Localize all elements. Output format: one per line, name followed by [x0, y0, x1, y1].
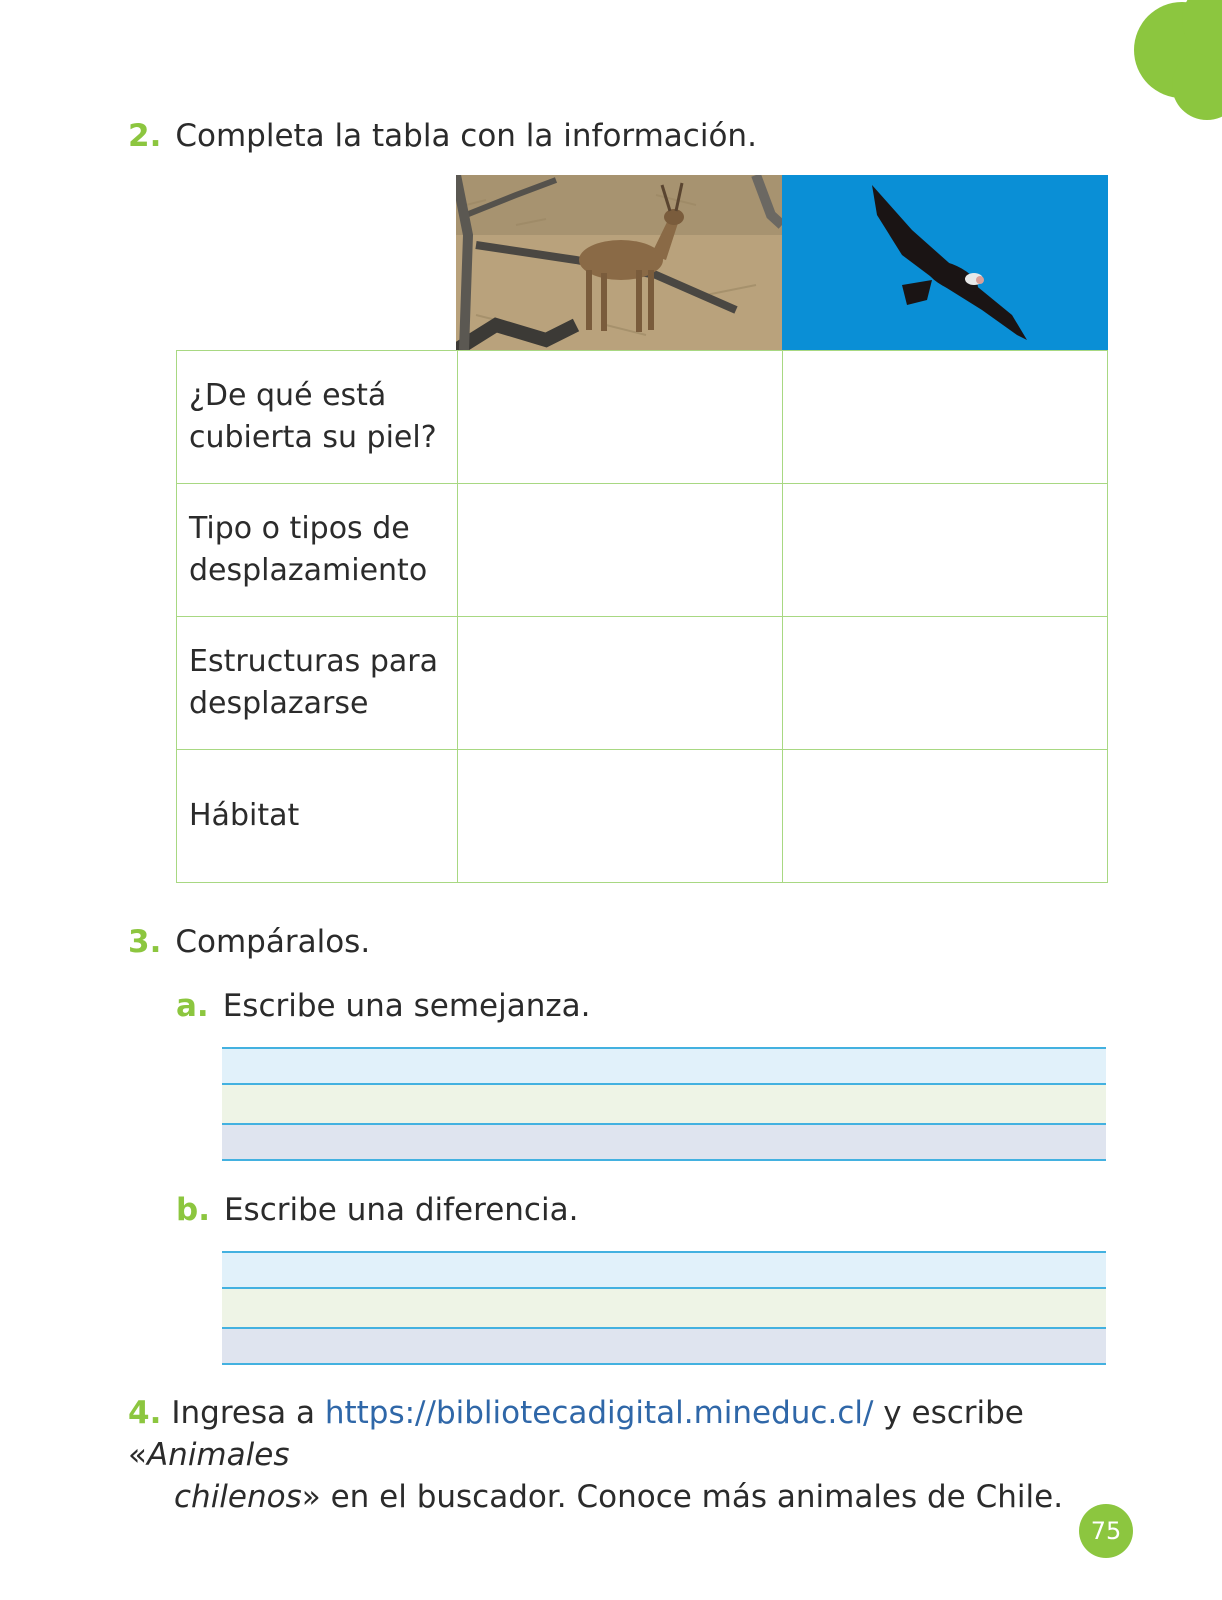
deer-photo [456, 175, 782, 350]
q4-italic-1: Animales [146, 1437, 290, 1473]
question-3b [176, 1192, 578, 1228]
question-3 [128, 924, 370, 960]
question-text: Compáralos. [175, 924, 371, 960]
answer-cell[interactable] [458, 617, 783, 750]
question-number: 4. [128, 1395, 162, 1431]
answer-lines-b[interactable] [222, 1251, 1106, 1365]
item-text: Escribe una diferencia. [223, 1192, 579, 1228]
corner-decoration [1082, 0, 1222, 130]
question-3a [176, 988, 590, 1024]
row-label-movement: Tipo o tipos de desplazamiento [177, 484, 458, 617]
question-number: 2. [128, 118, 162, 154]
answer-cell[interactable] [458, 750, 783, 883]
answer-lines-a[interactable] [222, 1047, 1106, 1161]
answer-cell[interactable] [783, 351, 1108, 484]
item-text: Escribe una semejanza. [222, 988, 591, 1024]
row-label-structures: Estructuras para desplazarse [177, 617, 458, 750]
page-number: 75 [1079, 1504, 1133, 1558]
answer-cell[interactable] [783, 617, 1108, 750]
table-row [177, 484, 1108, 617]
q4-post: » en el buscador. Conoce más animales de Chile. [301, 1479, 1064, 1515]
table-row [177, 750, 1108, 883]
row-label-habitat: Hábitat [177, 750, 458, 883]
table-row [177, 617, 1108, 750]
item-letter: a. [176, 988, 209, 1024]
animal-table [176, 350, 1108, 883]
q4-italic-2: chilenos [174, 1479, 302, 1515]
question-2 [128, 118, 757, 154]
answer-cell[interactable] [783, 750, 1108, 883]
row-label-skin: ¿De qué está cubierta su piel? [177, 351, 458, 484]
answer-cell[interactable] [458, 484, 783, 617]
q4-mid: y escribe « [128, 1395, 1024, 1473]
item-letter: b. [176, 1192, 210, 1228]
library-link[interactable]: https://bibliotecadigital.mineduc.cl/ [324, 1395, 874, 1431]
answer-cell[interactable] [783, 484, 1108, 617]
q4-pre: Ingresa a [171, 1395, 325, 1431]
table-row [177, 351, 1108, 484]
question-4 [128, 1392, 1108, 1518]
question-text: Completa la tabla con la información. [175, 118, 757, 154]
answer-cell[interactable] [458, 351, 783, 484]
question-number: 3. [128, 924, 162, 960]
condor-photo [782, 175, 1108, 350]
